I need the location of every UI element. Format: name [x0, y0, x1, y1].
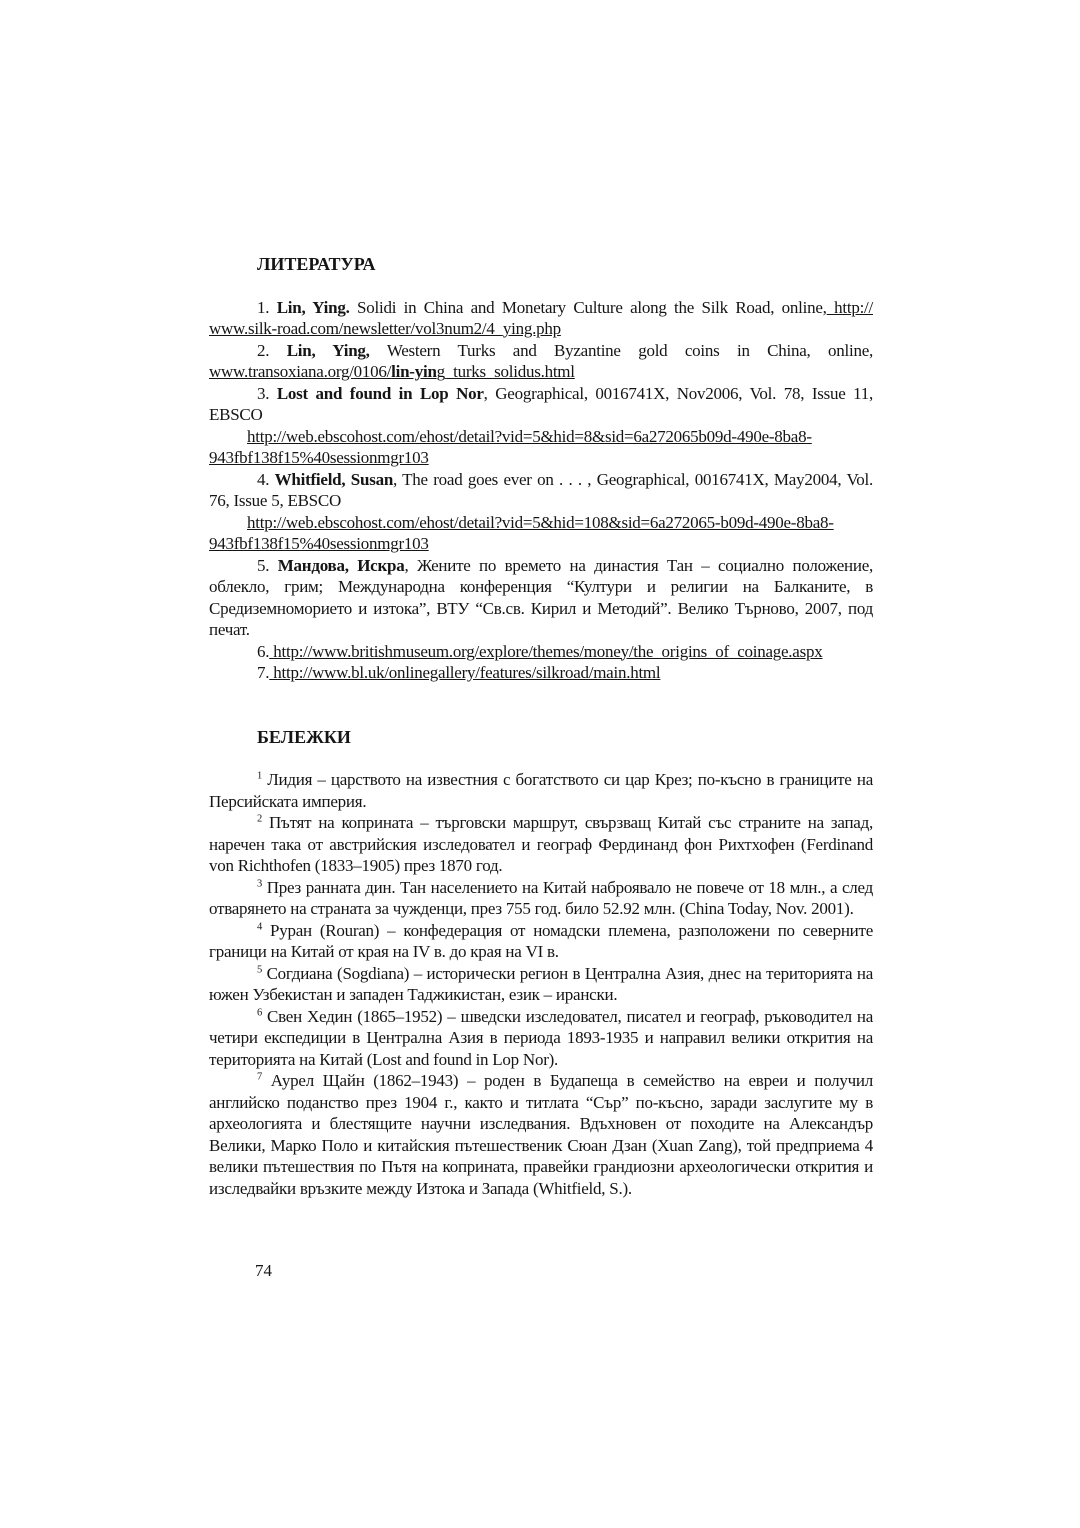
note-marker: 4 [257, 920, 262, 932]
note-text: Аурел Щайн (1862–1943) – роден в Будапеща в семейство на евреи и получил английско поданство през 1904 г., както и титлата “Сър” по-късно, заради заслугите му в археологията и блестящите научни изследвания. Вдъхновен от походите на Александър Велики, Марко Поло и китайския пътешественик Сюан Дзан (Xuan Zang), той предприема 4 велики пътешествия по Пътя на коприната, правейки грандиозни археологически открития и изследвайки връзките между Изтока и Запада (Whitfield, S.). [209, 1071, 873, 1198]
note-marker: 3 [257, 877, 262, 889]
ref-number: 4. [257, 469, 275, 489]
ref-url-link[interactable]: http://web.ebscohost.com/ehost/detail?vid=5&hid=108&sid=6a272065-b09d-490e-8ba8-943fbf138f15%40sessionmgr103 [209, 512, 834, 553]
ref-author: Whitfield, Susan [274, 469, 394, 489]
reference-item-3 [209, 383, 873, 426]
note-text: Руран (Rouran) – конфедерация от номадски племена, разположени по северните граници на Китай от края на IV в. до края на VI в. [209, 920, 873, 961]
page-content [209, 254, 873, 1199]
ref-number: 6. [257, 641, 270, 661]
ref-number: 5. [257, 555, 278, 575]
ref-url-link[interactable]: http://www.bl.uk/onlinegallery/features/silkroad/main.html [269, 663, 661, 682]
ref-text: , The road goes ever on . . . , Geographical, 0016741X, May2004, Vol. 76, Issue 5, EBSCO [209, 469, 873, 510]
ref-text: Solidi in China and Monetary Culture along the Silk Road, online, [349, 297, 827, 317]
page-number: 74 [255, 1261, 272, 1280]
note-item-1 [209, 769, 873, 812]
ref-url-part: www.transoxiana.org/ [209, 362, 354, 381]
note-item-6 [209, 1006, 873, 1071]
reference-item-6 [209, 641, 873, 663]
ref-number: 2. [257, 340, 287, 360]
reference-item-4 [209, 469, 873, 512]
ref-url-link[interactable] [209, 362, 575, 381]
ref-url-link[interactable]: http://www.britishmuseum.org/explore/themes/money/the_origins_of_coinage.aspx [269, 641, 823, 661]
ref-author: Lost and found in Lop Nor [276, 383, 484, 403]
note-item-4 [209, 920, 873, 963]
reference-item-2 [209, 340, 873, 383]
note-text: Пътят на коприната – търговски маршрут, свързващ Китай със страните на запад, наречен така от австрийския изследовател и географ Фердинанд фон Рихтхофен (Ferdinand von Richthofen (1833–1905) през 1870 год. [209, 813, 873, 875]
ref-text: , Жените по времето на династия Тан – социално положение, облекло, грим; Международна конференция “Култури и религии на Балканите, в Средиземноморието и изтока”, ВТУ “Св.св. Кирил и Методий”. Велико Търново, 2007, под печат. [209, 555, 873, 639]
ref-url-part: http:// [826, 297, 873, 317]
note-item-7 [209, 1070, 873, 1199]
notes-section [209, 727, 873, 1200]
note-marker: 5 [257, 963, 262, 975]
ref-text: Western Turks and Byzantine gold coins in China, online, [369, 340, 873, 360]
note-text: Свен Хедин (1865–1952) – шведски изследовател, писател и географ, ръководител на четири експедиции в Централна Азия в периода 1893-1935 и направил велики открития на територията на Китай (Lost and found in Lop Nor). [209, 1006, 873, 1069]
note-item-2 [209, 812, 873, 877]
note-marker: 6 [257, 1006, 262, 1018]
notes-heading: БЕЛЕЖКИ [257, 726, 351, 747]
reference-item-3-url [209, 426, 873, 469]
ref-author: Мандова, Искра [277, 555, 405, 575]
reference-item-5 [209, 555, 873, 641]
ref-number: 3. [257, 383, 277, 403]
ref-url-part: 0106/ [353, 362, 392, 381]
ref-url-link[interactable]: http://web.ebscohost.com/ehost/detail?vid=5&hid=8&sid=6a272065b09d-490e-8ba8-943fbf138f15%40sessionmgr103 [209, 426, 812, 467]
ref-number: 7. [257, 663, 270, 682]
reference-item-7 [209, 662, 873, 684]
ref-number: 1. [257, 297, 277, 317]
ref-url-part: g_turks_solidus.html [436, 362, 575, 381]
literature-heading: ЛИТЕРАТУРА [257, 254, 376, 274]
note-item-5 [209, 963, 873, 1006]
ref-url-part-bold: lin-yin [391, 362, 437, 381]
ref-url-part: www.silk-road.com/newsletter/vol3num2/4_ying.php [209, 319, 561, 338]
ref-author: Lin, Ying, [286, 340, 370, 360]
reference-item-4-url [209, 512, 873, 555]
ref-author: Lin, Ying. [276, 297, 350, 317]
note-marker: 7 [257, 1071, 262, 1083]
note-marker: 2 [257, 813, 262, 825]
note-text: През ранната дин. Тан населението на Китай наброявало не повече от 18 млн., а след отварянето на страната за чужденци, през 755 год. било 52.92 млн. (China Today, Nov. 2001). [209, 877, 873, 918]
note-text: Лидия – царството на известния с богатството си цар Крез; по-късно в границите на Персийската империя. [209, 770, 873, 811]
ref-text: , Geographical, 0016741X, Nov2006, Vol. 78, Issue 11, EBSCO [209, 383, 873, 424]
note-item-3 [209, 877, 873, 920]
note-text: Согдиана (Sogdiana) – исторически регион в Централна Азия, днес на територията на южен Узбекистан и западен Таджикистан, език – ирански. [209, 963, 873, 1004]
note-marker: 1 [257, 770, 262, 782]
reference-item-1 [209, 297, 873, 340]
